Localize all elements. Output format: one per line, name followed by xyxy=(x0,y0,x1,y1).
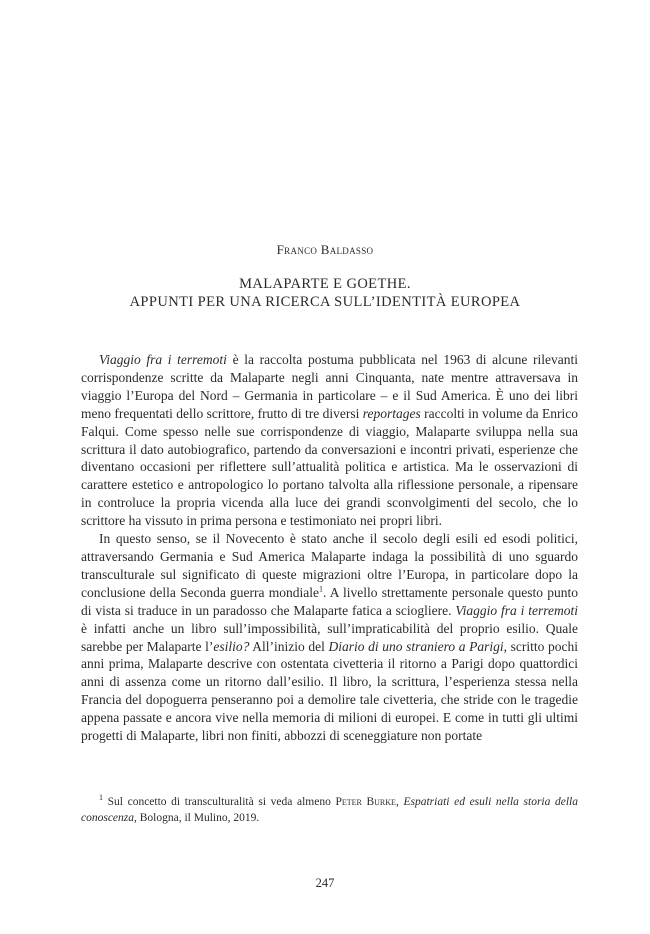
paragraph-text: è la raccolta postuma pubblicata nel 1963 di alcune rilevanti corrispondenze scritte da Malaparte negli anni Cinquanta, nate mentre attraversava in viaggio l’Europa del Nord – Germania in particolare – e il Sud America. È uno dei libri meno frequentati dello scrittore, frutto di tre diversi xyxy=(81,352,578,421)
footnote-reference[interactable]: 1 xyxy=(318,584,323,594)
italic-term: esilio? xyxy=(213,638,250,654)
footnote-span: , xyxy=(395,796,404,808)
article-body xyxy=(81,351,578,745)
footnote-number: 1 xyxy=(99,793,103,803)
article-author: Franco Baldasso xyxy=(276,242,374,257)
footnote-span: Sul concetto di transculturalità si veda almeno xyxy=(103,796,336,808)
paragraph-2 xyxy=(81,530,578,745)
paragraph-text: raccolti in volume da Enrico Falqui. Come spesso nelle sue corrispondenze di viaggio, Malaparte sviluppa nella sua scrittura il dato autobiografico, partendo da conversazioni e incontri privati, esperienze che diventano occasioni per riflettere sull’attualità politica e artistica. Ma le osservazioni di carattere estetico e antropologico lo portano talvolta alla riflessione personale, a ripensare in controluce la propria vicenda alla luce dei grandi sconvolgimenti del secolo, che lo scrittore ha vissuto in prima persona e testimoniato nei propri libri. xyxy=(81,405,578,529)
article-title-line-1: MALAPARTE E GOETHE. xyxy=(239,276,411,292)
paragraph-text: è infatti anche un libro sull’impossibilità, sull’impraticabilità del proprio esilio. Quale sarebbe per Malaparte l’ xyxy=(81,620,578,654)
page-number: 247 xyxy=(315,876,335,890)
paragraph-text: , scritto pochi anni prima, Malaparte descrive con ostentata civetteria il ritorno a Parigi dopo quattordici anni di assenza come un ritorno dall’esilio. Il libro, la scrittura, l’esperienza stessa nella Francia del dopoguerra penseranno poi a demolire tale civetteria, che stride con le tragedie appena passate e ancora vive nella memoria di milioni di europei. E come in tutti gli ultimi progetti di Malaparte, libri non finiti, abbozzi di sceneggiature non portate xyxy=(81,638,578,744)
book-title-italic: Viaggio fra i terremoti xyxy=(99,352,227,367)
cited-title-italic: Espatriati ed esuli nella storia della conoscenza xyxy=(81,796,578,824)
cited-author: Peter Burke xyxy=(335,796,396,808)
article-title xyxy=(0,275,650,311)
footnote-span: , Bologna, il Mulino, 2019. xyxy=(134,812,260,824)
paragraph-text: All’inizio del xyxy=(249,638,329,654)
book-title-italic: Diario di uno straniero a Parigi xyxy=(328,638,504,654)
book-title-italic: Viaggio fra i terremoti xyxy=(455,602,579,618)
paragraph-text: In questo senso, se il Novecento è stato anche il secolo degli esili ed esodi politici, attraversando Germania e Sud America Malaparte indaga la possibilità di uno sguardo transculturale sul significato di queste migrazioni oltre l’Europa, in particolare dopo la conclusione della Seconda guerra mondiale xyxy=(81,531,578,600)
paragraph-1 xyxy=(81,351,578,530)
italic-term: reportages xyxy=(362,405,421,421)
article-title-line-2: APPUNTI PER UNA RICERCA SULL’IDENTITÀ EUROPEA xyxy=(129,294,521,310)
footnote xyxy=(81,794,578,826)
footnote-text xyxy=(81,794,578,826)
paragraph-text: . A livello strettamente personale questo punto di vista si traduce in un paradosso che Malaparte fatica a sciogliere. xyxy=(81,584,578,618)
